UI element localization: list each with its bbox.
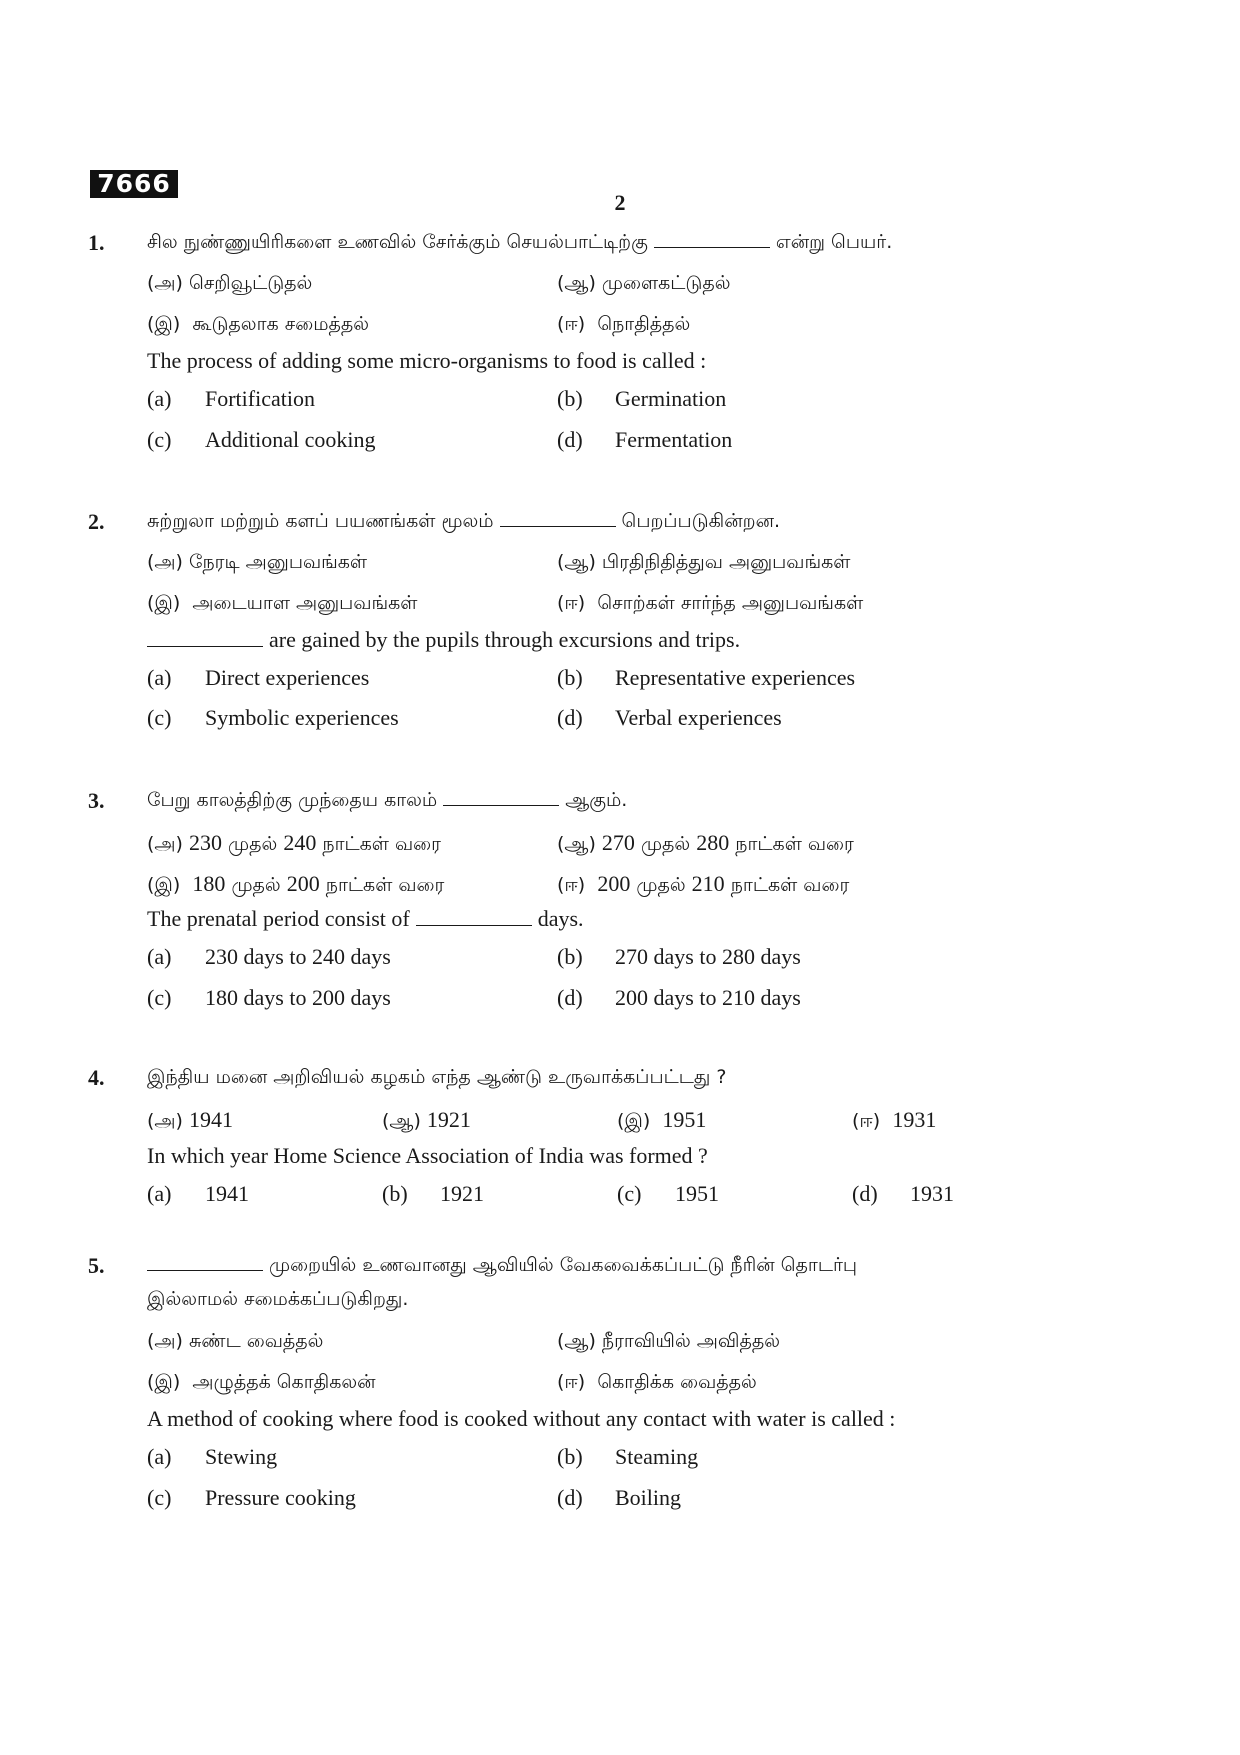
en-option-text: Fortification (205, 386, 315, 411)
paper-code-box: 7666 (90, 170, 178, 198)
question-number: 3. (88, 788, 105, 813)
ta-option-d (557, 871, 849, 899)
ta-option-label: (இ) (147, 313, 181, 335)
en-option-text: Direct experiences (205, 665, 370, 690)
ta-option-from: 200 (597, 871, 631, 896)
en-option-text: 200 days to 210 days (615, 985, 801, 1010)
en-option-text: Additional cooking (205, 427, 376, 452)
ta-option-label: (ஈ) (557, 874, 586, 896)
en-option-label: (d) (557, 1485, 583, 1510)
ta-option-end: நாட்கள் வரை (730, 874, 850, 896)
ta-option-end: நாட்கள் வரை (735, 833, 854, 855)
ta-option-text: சுண்ட வைத்தல் (189, 1330, 324, 1352)
en-option-c (147, 985, 391, 1011)
ta-option-text: நொதித்தல் (597, 313, 691, 335)
question-ta-text (147, 231, 892, 256)
ta-option-label: (இ) (147, 592, 181, 614)
question-ta-text (147, 789, 627, 814)
ta-option-text: முளைகட்டுதல் (601, 272, 731, 294)
en-option-b (557, 386, 727, 412)
ta-option-label: (இ) (617, 1110, 651, 1132)
en-option-b (557, 1444, 699, 1470)
en-option-label: (d) (557, 705, 583, 730)
ta-option-c (147, 1371, 376, 1396)
ta-option-text: பிரதிநிதித்துவ அனுபவங்கள் (601, 551, 851, 573)
ta-option-text: 1941 (189, 1107, 233, 1132)
en-option-a (147, 944, 391, 970)
question-ta-after: முறையில் உணவானது ஆவியில் வேகவைக்கப்பட்டு நீரின் தொடர்பு (269, 1254, 858, 1276)
en-option-text: Representative experiences (615, 665, 856, 690)
ta-option-label: (ஆ) (557, 833, 596, 855)
en-option-c (617, 1181, 719, 1207)
question-ta-text (147, 510, 780, 535)
en-option-text: Fermentation (615, 427, 733, 452)
ta-option-label: (அ) (147, 551, 183, 573)
en-option-b (557, 944, 801, 970)
ta-option-end: நாட்கள் வரை (322, 833, 441, 855)
en-option-label: (c) (147, 705, 172, 730)
ta-option-to: 280 (696, 830, 730, 855)
question-ta-line-2: இல்லாமல் சமைக்கப்படுகிறது. (147, 1288, 409, 1310)
ta-option-to: 210 (691, 871, 725, 896)
en-option-label: (b) (557, 386, 583, 411)
ta-option-mid: முதல் (231, 874, 281, 896)
ta-option-b (557, 1330, 780, 1355)
en-option-label: (d) (557, 985, 583, 1010)
ta-option-text: செறிவூட்டுதல் (189, 272, 313, 294)
ta-option-label: (அ) (147, 272, 183, 294)
en-option-a (147, 1444, 278, 1470)
question-ta-line-1 (147, 1254, 857, 1279)
ta-option-mid: முதல் (640, 833, 691, 855)
en-option-c (147, 1485, 356, 1511)
ta-option-to: 240 (283, 830, 317, 855)
answer-blank (416, 909, 532, 926)
question-en-text: A method of cooking where food is cooked without any contact with water is called : (147, 1406, 896, 1431)
ta-option-text: சொற்கள் சார்ந்த அனுபவங்கள் (597, 592, 864, 614)
ta-option-d (557, 592, 863, 617)
en-option-label: (a) (147, 944, 172, 969)
en-option-label: (a) (147, 386, 172, 411)
ta-option-text: கொதிக்க வைத்தல் (597, 1371, 757, 1393)
en-option-label: (b) (557, 944, 583, 969)
ta-option-text: அழுத்தக் கொதிகலன் (192, 1371, 376, 1393)
ta-option-a (147, 272, 312, 297)
ta-option-d (852, 1107, 936, 1135)
question-en-after: are gained by the pupils through excursions and trips. (269, 627, 741, 652)
en-option-b (557, 665, 856, 691)
ta-option-label: (ஈ) (557, 313, 586, 335)
ta-option-text: 1951 (662, 1107, 707, 1132)
page-number: 2 (614, 190, 626, 215)
ta-option-label: (ஆ) (557, 551, 596, 573)
ta-option-end: நாட்கள் வரை (325, 874, 445, 896)
en-option-text: Germination (615, 386, 727, 411)
en-option-text: Verbal experiences (615, 705, 782, 730)
en-option-text: 1941 (205, 1181, 249, 1206)
en-option-d (557, 985, 801, 1011)
en-option-label: (a) (147, 1444, 172, 1469)
ta-option-label: (ஆ) (557, 1330, 596, 1352)
ta-option-c (617, 1107, 706, 1135)
question-ta-after: என்று பெயர். (775, 231, 893, 253)
en-option-text: Symbolic experiences (205, 705, 399, 730)
en-option-b (382, 1181, 484, 1207)
question-en-text: In which year Home Science Association of India was formed ? (147, 1143, 708, 1168)
ta-option-from: 270 (601, 830, 635, 855)
en-option-label: (b) (382, 1181, 408, 1206)
en-option-a (147, 1181, 249, 1207)
ta-option-mid: முதல் (636, 874, 686, 896)
ta-option-text: 1921 (426, 1107, 471, 1132)
ta-option-text: நேரடி அனுபவங்கள் (189, 551, 368, 573)
ta-option-label: (அ) (147, 833, 183, 855)
en-option-label: (a) (147, 665, 172, 690)
en-option-d (852, 1181, 954, 1207)
en-option-text: 270 days to 280 days (615, 944, 801, 969)
en-option-label: (b) (557, 1444, 583, 1469)
question-en-text (147, 627, 740, 653)
en-option-d (557, 705, 782, 731)
ta-option-c (147, 871, 444, 899)
ta-option-text: 1931 (892, 1107, 937, 1132)
en-option-c (147, 705, 399, 731)
en-option-text: Pressure cooking (205, 1485, 356, 1510)
en-option-a (147, 386, 315, 412)
ta-option-label: (அ) (147, 1110, 183, 1132)
ta-option-c (147, 592, 417, 617)
ta-option-label: (ஈ) (557, 1371, 586, 1393)
ta-option-label: (ஈ) (852, 1110, 881, 1132)
ta-option-b (557, 551, 850, 576)
en-option-label: (d) (852, 1181, 878, 1206)
question-en-text (147, 906, 584, 932)
ta-option-a (147, 1330, 323, 1355)
en-option-label: (b) (557, 665, 583, 690)
en-option-text: 1921 (440, 1181, 484, 1206)
en-option-label: (c) (147, 427, 172, 452)
ta-option-b (557, 272, 731, 297)
answer-blank (443, 789, 559, 806)
ta-option-label: (அ) (147, 1330, 183, 1352)
ta-option-text: கூடுதலாக சமைத்தல் (192, 313, 370, 335)
question-number: 4. (88, 1065, 105, 1090)
question-en-text: The process of adding some micro-organisms to food is called : (147, 348, 707, 373)
en-option-d (557, 427, 733, 453)
en-option-label: (c) (147, 985, 172, 1010)
ta-option-a (147, 551, 367, 576)
question-ta-before: சில நுண்ணுயிரிகளை உணவில் சேர்க்கும் செயல்பாட்டிற்கு (147, 231, 648, 253)
answer-blank (147, 1254, 263, 1271)
en-option-text: Stewing (205, 1444, 278, 1469)
ta-option-from: 230 (189, 830, 222, 855)
en-option-label: (a) (147, 1181, 172, 1206)
ta-option-a (147, 1107, 233, 1135)
question-ta-after: பெறப்படுகின்றன. (621, 510, 781, 532)
ta-option-a (147, 830, 441, 858)
ta-option-from: 180 (192, 871, 226, 896)
ta-option-text: நீராவியில் அவித்தல் (601, 1330, 781, 1352)
ta-option-label: (ஈ) (557, 592, 586, 614)
question-ta-before: சுற்றுலா மற்றும் களப் பயணங்கள் மூலம் (147, 510, 494, 532)
question-en-before: The prenatal period consist of (147, 906, 410, 931)
question-number: 5. (88, 1253, 105, 1278)
ta-option-b (557, 830, 854, 858)
answer-blank (500, 510, 616, 527)
ta-option-to: 200 (286, 871, 320, 896)
en-option-c (147, 427, 376, 453)
en-option-label: (c) (147, 1485, 172, 1510)
question-ta-before: பேறு காலத்திற்கு முந்தைய காலம் (147, 789, 438, 811)
ta-option-d (557, 1371, 757, 1396)
question-ta-after: ஆகும். (565, 789, 628, 811)
en-option-text: 1931 (910, 1181, 954, 1206)
en-option-text: 1951 (675, 1181, 719, 1206)
answer-blank (654, 231, 770, 248)
ta-option-label: (இ) (147, 1371, 181, 1393)
ta-option-label: (ஆ) (382, 1110, 421, 1132)
question-ta-text: இந்திய மனை அறிவியல் கழகம் எந்த ஆண்டு உருவாக்கப்பட்டது ? (147, 1066, 727, 1088)
en-option-text: Boiling (615, 1485, 682, 1510)
ta-option-text: அடையாள அனுபவங்கள் (192, 592, 418, 614)
ta-option-label: (இ) (147, 874, 181, 896)
en-option-a (147, 665, 370, 691)
en-option-label: (d) (557, 427, 583, 452)
answer-blank (147, 630, 263, 647)
question-number: 2. (88, 509, 105, 534)
en-option-label: (c) (617, 1181, 642, 1206)
ta-option-label: (ஆ) (557, 272, 596, 294)
question-number: 1. (88, 230, 105, 255)
question-en-after: days. (537, 906, 584, 931)
en-option-text: 180 days to 200 days (205, 985, 391, 1010)
ta-option-b (382, 1107, 471, 1135)
ta-option-c (147, 313, 369, 338)
en-option-text: Steaming (615, 1444, 699, 1469)
en-option-d (557, 1485, 682, 1511)
ta-option-mid: முதல் (228, 833, 278, 855)
en-option-text: 230 days to 240 days (205, 944, 391, 969)
ta-option-d (557, 313, 690, 338)
